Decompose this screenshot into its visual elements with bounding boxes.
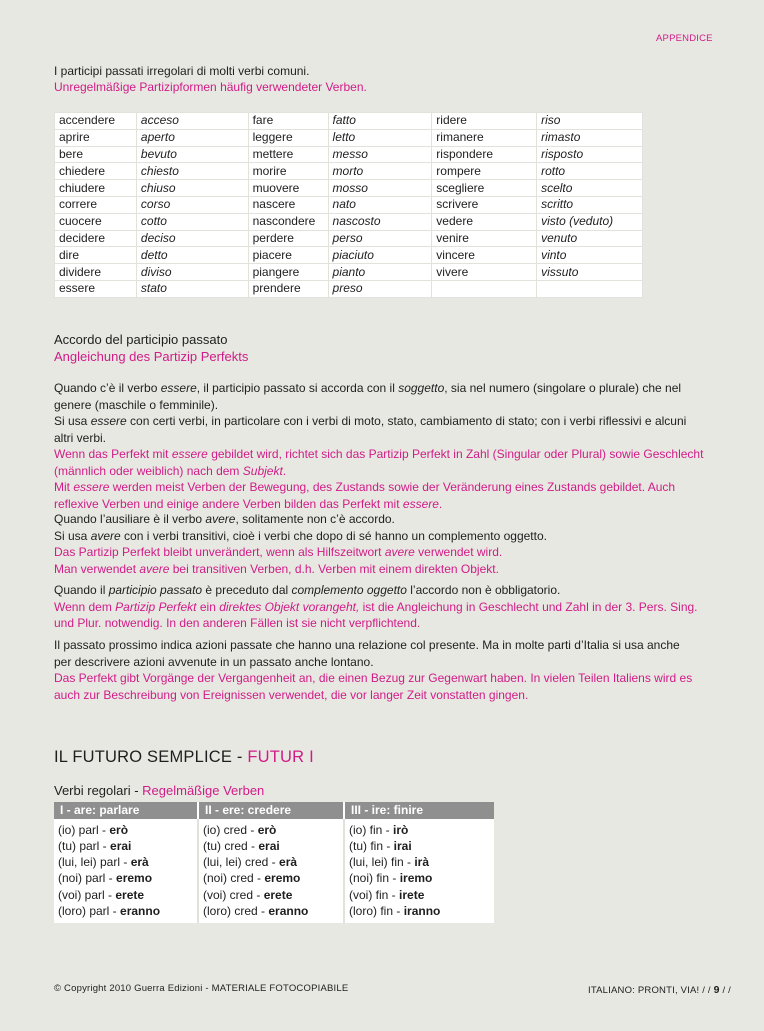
text: , il participio passato si accorda con il bbox=[196, 381, 399, 395]
infinitive-cell: ridere bbox=[432, 113, 537, 130]
conjugation-cell bbox=[344, 903, 494, 923]
participle-cell: vinto bbox=[537, 247, 643, 264]
text: Man verwendet bbox=[54, 561, 140, 576]
text-italic: essere bbox=[171, 447, 208, 461]
participle-cell: rotto bbox=[537, 163, 643, 180]
infinitive-cell: morire bbox=[248, 163, 328, 180]
table-row bbox=[54, 838, 494, 854]
text: Quando il bbox=[54, 583, 109, 597]
futuro-conjugation-table bbox=[54, 802, 494, 923]
stem: (loro) parl - bbox=[58, 903, 121, 918]
text: werden meist Verben der Bewegung, des Zustands sowie der Veränderung eines Zustands gebildet. Auch bbox=[109, 480, 676, 494]
text: Wenn dem bbox=[54, 599, 116, 614]
stem: (io) fin - bbox=[349, 823, 394, 837]
page-footer bbox=[588, 984, 731, 996]
infinitive-cell: correre bbox=[55, 196, 137, 213]
text: genere (maschile o femminile). bbox=[54, 397, 219, 412]
ending: erà bbox=[130, 855, 149, 870]
stem: (voi) parl - bbox=[58, 887, 116, 902]
stem: (noi) parl - bbox=[58, 871, 117, 886]
participle-cell: nato bbox=[328, 196, 432, 213]
infinitive-cell: rompere bbox=[432, 163, 537, 180]
text: , sia nel numero (singolare o plurale) che nel bbox=[444, 381, 682, 395]
ending: eremo bbox=[264, 871, 301, 886]
infinitive-cell: chiedere bbox=[55, 163, 137, 180]
infinitive-cell: nascere bbox=[248, 196, 328, 213]
conjugation-cell bbox=[198, 870, 344, 886]
ending: irai bbox=[393, 839, 412, 854]
ending: erò bbox=[109, 823, 129, 837]
table-row bbox=[55, 163, 643, 180]
stem: (lui, lei) fin - bbox=[349, 855, 415, 870]
infinitive-cell: fare bbox=[248, 113, 328, 130]
conjugation-cell bbox=[344, 819, 494, 838]
futuro-title-italian: IL FUTURO SEMPLICE - bbox=[54, 748, 248, 766]
infinitive-cell: essere bbox=[55, 280, 137, 297]
participle-cell: stato bbox=[136, 280, 248, 297]
text: . bbox=[282, 463, 287, 478]
text-italic: complemento oggetto bbox=[291, 583, 407, 597]
participle-cell: corso bbox=[136, 196, 248, 213]
book-title: ITALIANO: PRONTI, VIA! bbox=[588, 985, 703, 996]
conjugation-cell bbox=[54, 870, 198, 886]
separator: / / bbox=[719, 985, 731, 996]
text-italic: essere bbox=[90, 414, 127, 428]
table-row bbox=[55, 113, 643, 130]
column-header: I - are: parlare bbox=[54, 802, 198, 819]
futuro-title-german: FUTUR I bbox=[247, 748, 314, 766]
infinitive-cell: muovere bbox=[248, 180, 328, 197]
paragraph-avere bbox=[54, 511, 714, 577]
text: Das Perfekt gibt Vorgänge der Vergangenheit an, die einen Bezug zur Gegenwart haben. In vielen Teilen Italiens wird es bbox=[54, 671, 693, 685]
ending: irete bbox=[399, 887, 425, 902]
text: auch zur Beschreibung von Ereignissen verwendet, die vor langer Zeit vonstatten gingen. bbox=[54, 687, 529, 702]
infinitive-cell: rispondere bbox=[432, 146, 537, 163]
ending: iremo bbox=[399, 871, 433, 886]
participle-cell: chiuso bbox=[136, 180, 248, 197]
regolari-heading bbox=[54, 782, 264, 799]
stem: (voi) cred - bbox=[203, 887, 264, 902]
participle-cell: venuto bbox=[537, 230, 643, 247]
table-row bbox=[54, 887, 494, 903]
participle-cell: deciso bbox=[136, 230, 248, 247]
column-header: II - ere: credere bbox=[198, 802, 344, 819]
infinitive-cell: decidere bbox=[55, 230, 137, 247]
infinitive-cell: vincere bbox=[432, 247, 537, 264]
infinitive-cell: piangere bbox=[248, 264, 328, 281]
table-row bbox=[55, 280, 643, 297]
ending: erete bbox=[115, 887, 145, 902]
conjugation-cell bbox=[198, 903, 344, 923]
text-italic: Subjekt bbox=[242, 463, 283, 478]
infinitive-cell: chiudere bbox=[55, 180, 137, 197]
participle-cell: mosso bbox=[328, 180, 432, 197]
column-header: III - ire: finire bbox=[344, 802, 494, 819]
participle-cell: cotto bbox=[136, 213, 248, 230]
text-italic: soggetto bbox=[398, 381, 445, 395]
infinitive-cell: perdere bbox=[248, 230, 328, 247]
text: Das Partizip Perfekt bleibt unverändert, wenn als Hilfszeitwort bbox=[54, 545, 385, 559]
infinitive-cell: scrivere bbox=[432, 196, 537, 213]
participle-cell: diviso bbox=[136, 264, 248, 281]
infinitive-cell: aprire bbox=[55, 129, 137, 146]
text: Mit bbox=[54, 480, 74, 494]
text: con certi verbi, in particolare con i verbi di moto, stato, cambiamento di stato; con i verbi riflessivi e alcuni bbox=[126, 414, 687, 428]
table-row bbox=[55, 264, 643, 281]
text: Si usa bbox=[54, 528, 91, 543]
participle-cell: scelto bbox=[537, 180, 643, 197]
text-italic: avere bbox=[205, 512, 236, 526]
table-row bbox=[55, 180, 643, 197]
participle-cell: fatto bbox=[328, 113, 432, 130]
text: gebildet wird, richtet sich das Partizip Perfekt in Zahl (Singular oder Plural) sowie Geschlecht bbox=[207, 447, 704, 461]
infinitive-cell: leggere bbox=[248, 129, 328, 146]
accordo-title-italian: Accordo del participio passato bbox=[54, 332, 228, 347]
participle-cell: vissuto bbox=[537, 264, 643, 281]
table-row bbox=[55, 146, 643, 163]
intro-italian: I participi passati irregolari di molti verbi comuni. bbox=[54, 64, 310, 78]
participle-cell: letto bbox=[328, 129, 432, 146]
participle-cell: visto (veduto) bbox=[537, 213, 643, 230]
text: Si usa bbox=[54, 414, 91, 428]
page-number: 9 bbox=[713, 984, 720, 996]
participle-cell: detto bbox=[136, 247, 248, 264]
text: Il passato prossimo indica azioni passate che hanno una relazione col presente. Ma in molte parti d’Italia si usa anche bbox=[54, 638, 680, 652]
participle-cell: scritto bbox=[537, 196, 643, 213]
text: Quando c’è il verbo bbox=[54, 381, 161, 395]
participle-cell: preso bbox=[328, 280, 432, 297]
text: und Plur. notwendig. In den anderen Fällen ist sie nicht verpflichtend. bbox=[54, 616, 421, 630]
stem: (lui, lei) parl - bbox=[58, 855, 131, 870]
text: altri verbi. bbox=[54, 430, 107, 445]
text: bei transitiven Verben, d.h. Verben mit einem direkten Objekt. bbox=[169, 561, 499, 576]
table-row bbox=[55, 129, 643, 146]
conjugation-cell bbox=[54, 903, 198, 923]
table-row bbox=[55, 196, 643, 213]
text: Wenn das Perfekt mit bbox=[54, 447, 172, 461]
regolari-title-italian: Verbi regolari - bbox=[54, 783, 143, 798]
section-label: APPENDICE bbox=[656, 33, 713, 44]
participle-cell: pianto bbox=[328, 264, 432, 281]
stem: (loro) cred - bbox=[203, 903, 269, 918]
intro bbox=[54, 63, 367, 95]
participle-cell: chiesto bbox=[136, 163, 248, 180]
regolari-title-german: Regelmäßige Verben bbox=[142, 783, 265, 798]
text: ist die Angleichung in Geschlecht und Zahl in der 3. Pers. Sing. bbox=[359, 599, 698, 614]
text: reflexive Verben und einige andere Verben bilden das Perfekt mit bbox=[54, 496, 403, 511]
paragraph-complemento bbox=[54, 582, 714, 632]
infinitive-cell: vedere bbox=[432, 213, 537, 230]
conjugation-cell bbox=[198, 854, 344, 870]
conjugation-cell bbox=[54, 819, 198, 838]
participle-cell: riso bbox=[537, 113, 643, 130]
table-row bbox=[54, 870, 494, 886]
text-italic: direktes Objekt vorangeht, bbox=[219, 599, 360, 614]
participle-cell: risposto bbox=[537, 146, 643, 163]
infinitive-cell: piacere bbox=[248, 247, 328, 264]
infinitive-cell: nascondere bbox=[248, 213, 328, 230]
separator: / / bbox=[702, 985, 714, 996]
table-row bbox=[54, 854, 494, 870]
text: verwendet wird. bbox=[414, 545, 503, 559]
ending: erai bbox=[258, 839, 280, 854]
stem: (tu) cred - bbox=[203, 839, 259, 854]
table-row bbox=[55, 230, 643, 247]
participle-cell: nascosto bbox=[328, 213, 432, 230]
text: per descrivere azioni avvenute in un passato anche lontano. bbox=[54, 654, 374, 669]
conjugation-cell bbox=[198, 838, 344, 854]
participle-cell: aperto bbox=[136, 129, 248, 146]
text-italic: avere bbox=[90, 528, 121, 543]
infinitive-cell: bere bbox=[55, 146, 137, 163]
participle-cell: messo bbox=[328, 146, 432, 163]
text: è preceduto dal bbox=[202, 583, 292, 597]
intro-german: Unregelmäßige Partizipformen häufig verwendeter Verben. bbox=[54, 80, 367, 94]
text-italic: participio passato bbox=[108, 583, 203, 597]
infinitive-cell: mettere bbox=[248, 146, 328, 163]
participle-cell bbox=[537, 280, 643, 297]
conjugation-cell bbox=[198, 819, 344, 838]
accordo-heading bbox=[54, 331, 248, 365]
paragraph-passato-prossimo bbox=[54, 637, 714, 703]
conjugation-cell bbox=[54, 887, 198, 903]
text: Quando l’ausiliare è il verbo bbox=[54, 512, 206, 526]
text-italic: avere bbox=[139, 561, 170, 576]
infinitive-cell: prendere bbox=[248, 280, 328, 297]
ending: erete bbox=[263, 887, 293, 902]
text: (männlich oder weiblich) nach dem bbox=[54, 463, 243, 478]
ending: eranno bbox=[268, 903, 309, 918]
participle-cell: bevuto bbox=[136, 146, 248, 163]
participles-table bbox=[54, 112, 643, 298]
infinitive-cell: dire bbox=[55, 247, 137, 264]
ending: irò bbox=[393, 823, 409, 837]
infinitive-cell: accendere bbox=[55, 113, 137, 130]
ending: iranno bbox=[403, 903, 441, 918]
conjugation-cell bbox=[344, 838, 494, 854]
text-italic: avere bbox=[384, 545, 415, 559]
stem: (tu) parl - bbox=[58, 839, 111, 854]
stem: (lui, lei) cred - bbox=[203, 855, 280, 870]
stem: (io) cred - bbox=[203, 823, 258, 837]
text: l’accordo non è obbligatorio. bbox=[406, 583, 561, 597]
text: , solitamente non c’è accordo. bbox=[235, 512, 395, 526]
copyright: © Copyright 2010 Guerra Edizioni - MATERIALE FOTOCOPIABILE bbox=[54, 983, 349, 994]
conjugation-cell bbox=[198, 887, 344, 903]
table-row bbox=[54, 903, 494, 923]
conjugation-cell bbox=[344, 870, 494, 886]
table-row bbox=[55, 213, 643, 230]
ending: erai bbox=[110, 839, 132, 854]
infinitive-cell: venire bbox=[432, 230, 537, 247]
infinitive-cell bbox=[432, 280, 537, 297]
stem: (io) parl - bbox=[58, 823, 110, 837]
infinitive-cell: rimanere bbox=[432, 129, 537, 146]
text-italic: essere bbox=[402, 496, 439, 511]
ending: eranno bbox=[120, 903, 161, 918]
participle-cell: morto bbox=[328, 163, 432, 180]
conjugation-cell bbox=[54, 854, 198, 870]
conjugation-cell bbox=[344, 854, 494, 870]
conjugation-cell bbox=[344, 887, 494, 903]
infinitive-cell: vivere bbox=[432, 264, 537, 281]
stem: (voi) fin - bbox=[349, 887, 400, 902]
futuro-heading bbox=[54, 747, 314, 767]
ending: erò bbox=[257, 823, 277, 837]
accordo-title-german: Angleichung des Partizip Perfekts bbox=[54, 349, 249, 364]
paragraph-essere bbox=[54, 380, 714, 512]
stem: (tu) fin - bbox=[349, 839, 394, 854]
text-italic: Partizip Perfekt bbox=[115, 599, 197, 614]
text: ein bbox=[196, 599, 220, 614]
infinitive-cell: dividere bbox=[55, 264, 137, 281]
text: con i verbi transitivi, cioè i verbi che dopo di sé hanno un complemento oggetto. bbox=[120, 528, 547, 543]
text-italic: essere bbox=[73, 480, 110, 494]
participle-cell: acceso bbox=[136, 113, 248, 130]
text-italic: essere bbox=[160, 381, 197, 395]
ending: erà bbox=[279, 855, 298, 870]
conjugation-cell bbox=[54, 838, 198, 854]
stem: (loro) fin - bbox=[349, 903, 404, 918]
text: . bbox=[438, 496, 443, 511]
stem: (noi) cred - bbox=[203, 871, 265, 886]
table-row bbox=[55, 247, 643, 264]
participle-cell: perso bbox=[328, 230, 432, 247]
stem: (noi) fin - bbox=[349, 871, 400, 886]
participle-cell: piaciuto bbox=[328, 247, 432, 264]
participle-cell: rimasto bbox=[537, 129, 643, 146]
infinitive-cell: scegliere bbox=[432, 180, 537, 197]
ending: eremo bbox=[116, 871, 153, 886]
infinitive-cell: cuocere bbox=[55, 213, 137, 230]
table-row bbox=[54, 819, 494, 838]
ending: irà bbox=[414, 855, 430, 870]
